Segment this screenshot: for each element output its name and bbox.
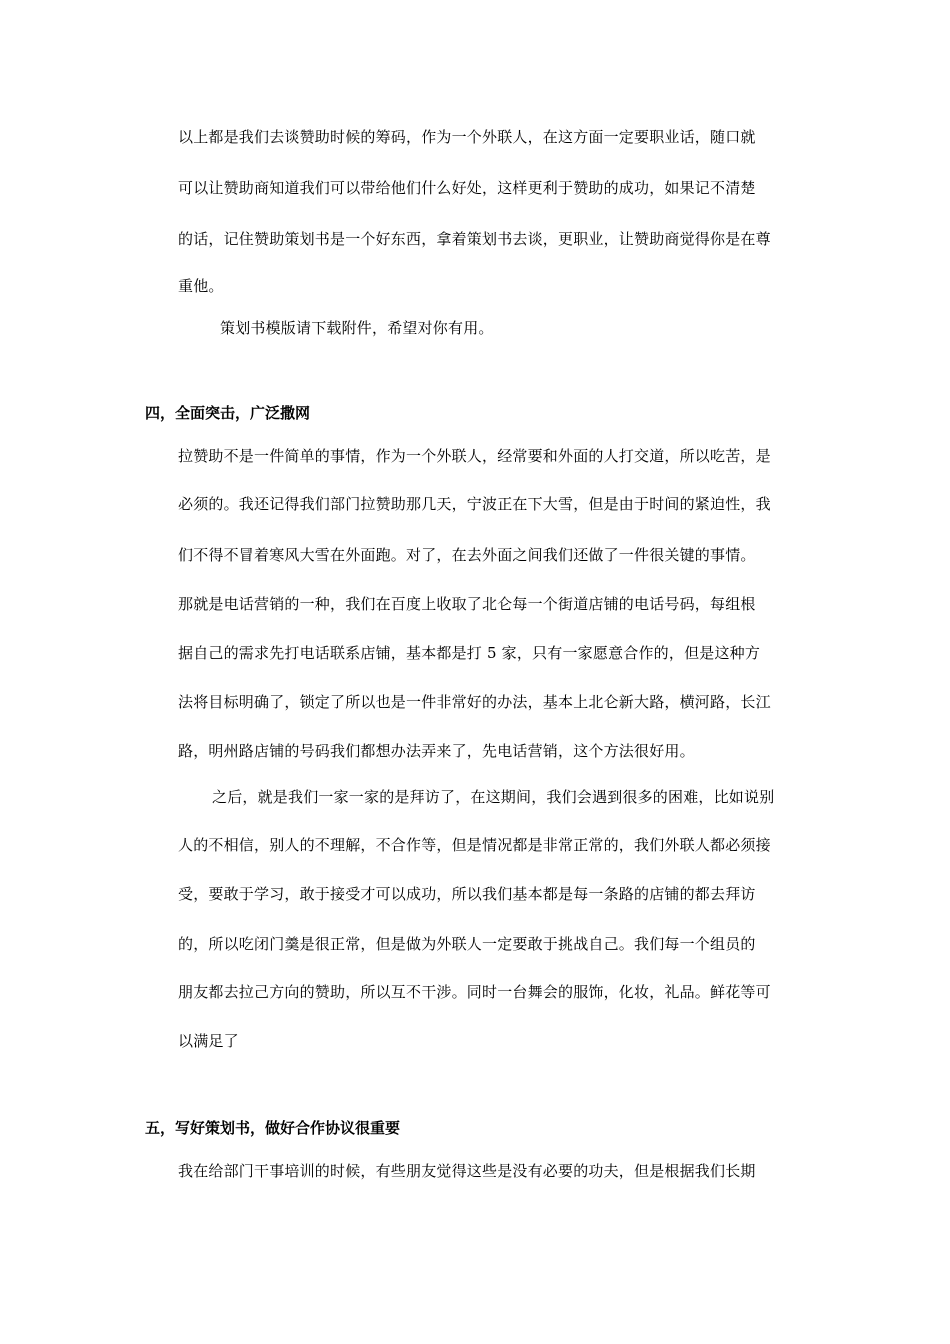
attachment-note: 策划书模版请下载附件，希望对你有用。 [220,319,494,337]
section4-para1-line-6: 法将目标明确了，锁定了所以也是一件非常好的办法，基本上北仑新大路，横河路，长江 [178,693,771,711]
section4-para1-line-2: 必须的。我还记得我们部门拉赞助那几天，宁波正在下大雪，但是由于时间的紧迫性，我 [178,495,771,513]
section4-para2-line-1: 之后，就是我们一家一家的是拜访了，在这期间，我们会遇到很多的困难，比如说别 [212,788,775,806]
section4-heading: 四，全面突击，广泛撒网 [145,404,311,422]
section3-line-4: 重他。 [178,277,224,295]
section5-heading: 五，写好策划书，做好合作协议很重要 [145,1119,401,1137]
section4-para1-line-5: 据自己的需求先打电话联系店铺，基本都是打 5 家，只有一家愿意合作的，但是这种方 [178,644,761,662]
section4-para2-line-6: 以满足了 [178,1032,239,1050]
section3-line-3: 的话，记住赞助策划书是一个好东西，拿着策划书去谈，更职业，让赞助商觉得你是在尊 [178,230,771,248]
section5-para1-line-1: 我在给部门干事培训的时候，有些朋友觉得这些是没有必要的功夫，但是根据我们长期 [178,1162,756,1180]
section3-line-1: 以上都是我们去谈赞助时候的筹码，作为一个外联人，在这方面一定要职业话，随口就 [178,128,756,146]
section4-para1-line-3: 们不得不冒着寒风大雪在外面跑。对了，在去外面之间我们还做了一件很关键的事情。 [178,546,756,564]
section4-para2-line-2: 人的不相信，别人的不理解，不合作等，但是情况都是非常正常的，我们外联人都必须接 [178,836,771,854]
section4-para2-line-4: 的，所以吃闭门羹是很正常，但是做为外联人一定要敢于挑战自己。我们每一个组员的 [178,935,756,953]
section4-para1-line-1: 拉赞助不是一件简单的事情，作为一个外联人，经常要和外面的人打交道，所以吃苦，是 [178,447,771,465]
section4-para2-line-5: 朋友都去拉己方向的赞助，所以互不干涉。同时一台舞会的服饰，化妆，礼品。鲜花等可 [178,983,771,1001]
section4-para2-line-3: 受，要敢于学习，敢于接受才可以成功，所以我们基本都是每一条路的店铺的都去拜访 [178,885,756,903]
section4-para1-line-7: 路，明州路店铺的号码我们都想办法弄来了，先电话营销，这个方法很好用。 [178,742,695,760]
section3-line-2: 可以让赞助商知道我们可以带给他们什么好处，这样更利于赞助的成功，如果记不清楚 [178,179,756,197]
section4-para1-line-4: 那就是电话营销的一种，我们在百度上收取了北仑每一个街道店铺的电话号码，每组根 [178,595,756,613]
